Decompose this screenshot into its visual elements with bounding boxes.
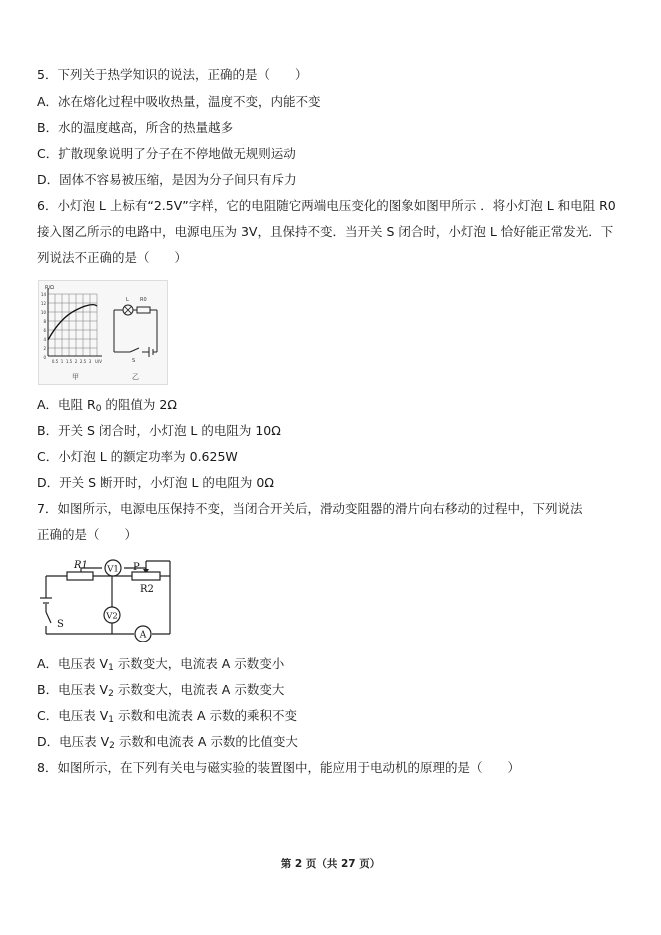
q6-graph-xtick: 0.5 bbox=[51, 359, 59, 364]
q7-circuit-svg bbox=[38, 556, 178, 642]
q7-circuit-figure bbox=[38, 556, 178, 642]
q7-resistor-r2 bbox=[132, 572, 160, 580]
q7-label-a: A bbox=[139, 630, 147, 641]
q8-stem: 8．如图所示，在下列有关电与磁实验的装置图中，能应用于电动机的原理的是（ ） bbox=[37, 760, 520, 775]
q6-graph-ytick: 12 bbox=[40, 301, 46, 306]
q7-option-d: D．电压表 $V_2$ 示数和电流表 A 示数的比值变大 bbox=[37, 734, 298, 751]
q6-option-d: D．开关 S 断开时，小灯泡 L 的电阻为 0Ω bbox=[37, 475, 274, 490]
q6-option-a: A．电阻 $R_0$ 的阻值为 2Ω bbox=[37, 397, 177, 414]
q6-graph-xtick: 1 bbox=[60, 359, 64, 364]
q6-graph-ylabel: R/Ω bbox=[45, 285, 54, 291]
q7-option-c: C．电压表 $V_1$ 示数和电流表 A 示数的乘积不变 bbox=[37, 708, 297, 725]
q7-label-s: S bbox=[57, 619, 64, 630]
q7-option-b: B．电压表 $V_2$ 示数变大，电流表 A 示数变大 bbox=[37, 682, 285, 699]
q6-graph-ytick: 4 bbox=[43, 337, 46, 342]
q6-graph-xlabel: U/V bbox=[95, 359, 103, 364]
q6-graph-ytick: 6 bbox=[43, 328, 46, 333]
q5-option-d: D．固体不容易被压缩，是因为分子间只有斥力 bbox=[37, 172, 297, 187]
q7-label-r1: R1 bbox=[74, 560, 88, 571]
q6-figure-svg bbox=[38, 280, 168, 385]
q6-graph-ytick: 2 bbox=[43, 346, 46, 351]
q5-stem: 5．下列关于热学知识的说法，正确的是（ ） bbox=[37, 67, 308, 82]
q7-label-v2: V2 bbox=[106, 611, 118, 622]
page-footer: 第 2 页（共 27 页） bbox=[280, 858, 381, 870]
q6-figure-frame bbox=[39, 281, 168, 385]
q5-option-c: C．扩散现象说明了分子在不停地做无规则运动 bbox=[37, 146, 296, 161]
q6-figure bbox=[38, 280, 168, 385]
q6-graph-xtick: 2 bbox=[74, 359, 78, 364]
q6-circuit-label-l: L bbox=[126, 297, 129, 303]
q7-stem-line1: 7．如图所示，电源电压保持不变，当闭合开关后，滑动变阻器的滑片向右移动的过程中，下列说法 bbox=[37, 501, 583, 516]
q6-graph-ytick: 10 bbox=[40, 310, 46, 315]
q6-graph-xtick: 1.5 bbox=[65, 359, 73, 364]
q6-stem-line3: 列说法不正确的是（ ） bbox=[37, 250, 188, 265]
q6-graph-xtick: 3 bbox=[88, 359, 92, 364]
q6-stem-line1: 6．小灯泡 L 上标有“2.5V”字样，它的电阻随它两端电压变化的图象如图甲所示 ．将小灯泡 L 和电阻 R0 bbox=[37, 198, 616, 213]
q5-option-b: B．水的温度越高，所含的热量越多 bbox=[37, 120, 234, 135]
q6-graph-ytick: 8 bbox=[43, 319, 46, 324]
q7-resistor-r1 bbox=[67, 572, 93, 580]
q6-figure-label-jia: 甲 bbox=[72, 373, 79, 381]
q7-label-p: P bbox=[133, 562, 140, 573]
q6-graph-ytick: 0 bbox=[43, 355, 46, 360]
q6-stem-line2: 接入图乙所示的电路中，电源电压为 3V，且保持不变．当开关 S 闭合时，小灯泡 L 恰好能正常发光．下 bbox=[37, 224, 614, 239]
q5-option-a: A．冰在熔化过程中吸收热量，温度不变，内能不变 bbox=[37, 94, 321, 109]
q6-resistor-r0 bbox=[137, 307, 150, 313]
q7-stem-line2: 正确的是（ ） bbox=[37, 527, 138, 542]
q7-label-v1: V1 bbox=[107, 564, 119, 575]
q6-circuit-label-s: S bbox=[132, 358, 136, 364]
q6-graph-ytick: 14 bbox=[40, 292, 46, 297]
q6-option-c: C．小灯泡 L 的额定功率为 0.625W bbox=[37, 449, 238, 464]
q6-figure-label-yi: 乙 bbox=[132, 373, 139, 381]
q6-circuit-label-r0: R0 bbox=[140, 297, 147, 303]
q6-option-b: B．开关 S 闭合时，小灯泡 L 的电阻为 10Ω bbox=[37, 423, 281, 438]
q6-graph-xtick: 2.5 bbox=[79, 359, 87, 364]
q7-option-a: A．电压表 $V_1$ 示数变大，电流表 A 示数变小 bbox=[37, 656, 285, 673]
q7-label-r2: R2 bbox=[140, 584, 154, 595]
